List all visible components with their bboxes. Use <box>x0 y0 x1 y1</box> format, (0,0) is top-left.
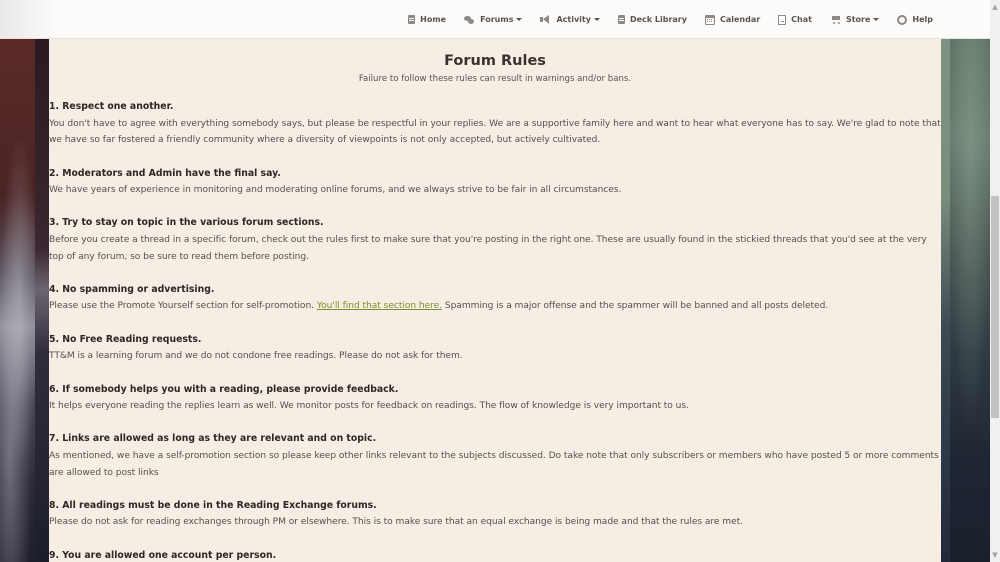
rule-body: Before you create a thread in a specific forum, check out the rules first to make sure that you're posting in the right one. These are usually found in the stickied threads that you'd see at the very top of any forum, so be sure to read them before posting. <box>49 234 927 262</box>
rule-title: 3. Try to stay on topic in the various forum sections. <box>49 217 324 229</box>
rule-item <box>49 166 941 199</box>
rules-list <box>49 99 941 562</box>
rule-body: We have years of experience in monitoring and moderating online forums, and we always strive to be fair in all circumstances. <box>49 185 622 196</box>
page-subtitle: Failure to follow these rules can result in warnings and/or bans. <box>358 74 632 84</box>
rule-body-text: Spamming is a major offense and the spammer will be banned and all posts deleted. <box>442 301 829 312</box>
rule-item <box>49 382 941 415</box>
scroll-down-arrow-icon[interactable]: ▼ <box>992 551 998 559</box>
top-navbar <box>0 0 990 39</box>
nav-item-label: Help <box>912 15 933 24</box>
chevron-down-icon <box>594 18 600 21</box>
document-icon <box>778 15 786 25</box>
rule-title: 5. No Free Reading requests. <box>49 333 202 345</box>
nav-item-forums[interactable] <box>455 0 531 39</box>
background-image-left <box>0 39 49 562</box>
nav-item-label: Store <box>845 15 871 24</box>
nav-item-activity[interactable] <box>531 0 609 39</box>
nav-item-home[interactable] <box>399 0 455 39</box>
navbar-fade <box>0 0 55 38</box>
rule-item <box>49 431 941 481</box>
nav-item-chat[interactable] <box>769 0 821 39</box>
nav-item-store[interactable] <box>821 0 888 39</box>
nav-item-calendar[interactable] <box>696 0 769 39</box>
rule-body: As mentioned, we have a self-promotion section so please keep other links relevant to the subjects discussed. Do take note that only subscribers or members who have posted 5 or more comments are allowed to post links <box>49 450 939 478</box>
rule-body: Please do not ask for reading exchanges through PM or elsewhere. This is to make sure that an equal exchange is being made and that the rules are met. <box>49 517 744 528</box>
rule-item <box>49 282 941 315</box>
nav-menu <box>399 0 942 39</box>
nav-item-label: Calendar <box>719 15 761 24</box>
promote-yourself-link[interactable]: You'll find that section here. <box>316 301 443 312</box>
nav-item-label: Activity <box>556 15 591 24</box>
rule-item <box>49 548 941 562</box>
nav-item-help[interactable] <box>888 0 942 39</box>
chevron-down-icon <box>516 18 522 21</box>
background-image-right <box>941 39 990 562</box>
nav-item-label: Home <box>420 15 447 24</box>
page-icon <box>618 15 625 24</box>
rule-body: It helps everyone reading the replies learn as well. We monitor posts for feedback on readings. The flow of knowledge is very important to us. <box>49 401 689 412</box>
page-scrollbar[interactable] <box>990 0 1000 562</box>
lifebuoy-icon <box>897 15 907 25</box>
rule-title: 6. If somebody helps you with a reading, please provide feedback. <box>49 383 399 395</box>
chevron-down-icon <box>873 18 879 21</box>
rule-title: 1. Respect one another. <box>49 101 174 112</box>
megaphone-icon <box>540 15 551 24</box>
rule-body-text: Please use the Promote Yourself section for self-promotion. <box>49 301 317 312</box>
rule-body: You don't have to agree with everything somebody says, but please be respectful in your replies. We are a supportive family here and want to hear what everyone has to say. We're glad to note that we have so far fostered a friendly community where a diversity of viewpoints is not only accepted, but actively cultivated. <box>49 118 941 146</box>
cart-icon <box>830 15 841 24</box>
rule-title: 9. You are allowed one account per person. <box>49 549 277 561</box>
forum-rules-panel <box>49 39 941 562</box>
rule-body: TT&M is a learning forum and we do not condone free readings. Please do not ask for them. <box>49 351 463 362</box>
rule-title: 4. No spamming or advertising. <box>49 283 215 295</box>
rule-item <box>49 332 941 365</box>
rule-item <box>49 215 941 265</box>
chat-bubbles-icon <box>464 16 475 24</box>
nav-item-deck-library[interactable] <box>609 0 696 39</box>
nav-item-label: Chat <box>791 15 812 24</box>
scroll-up-arrow-icon[interactable]: ▲ <box>992 3 998 11</box>
rule-title: 8. All readings must be done in the Reading Exchange forums. <box>49 499 377 511</box>
scrollbar-thumb[interactable] <box>991 196 999 418</box>
rule-body <box>49 298 941 315</box>
rule-item <box>49 498 941 531</box>
page-title: Forum Rules <box>444 53 546 69</box>
page-icon <box>408 15 415 24</box>
rule-title: 2. Moderators and Admin have the final say. <box>49 167 281 179</box>
nav-item-label: Forums <box>480 15 514 24</box>
calendar-icon <box>705 15 715 25</box>
nav-item-label: Deck Library <box>629 15 687 24</box>
rule-title: 7. Links are allowed as long as they are relevant and on topic. <box>49 433 377 445</box>
rule-item <box>49 99 941 149</box>
